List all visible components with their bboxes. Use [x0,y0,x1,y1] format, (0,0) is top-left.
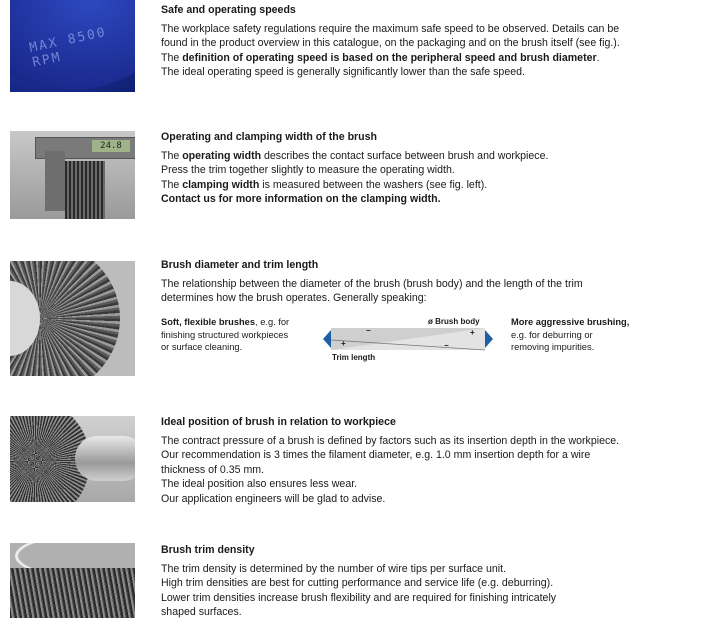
plus-sign: + [470,328,475,337]
safe-speed-brush-image [10,0,135,92]
paragraph-line: thickness of 0.35 mm. [161,463,265,476]
right-arrow-icon [485,330,493,348]
brush-speed-stamp: MAX 8500 RPM [28,24,109,71]
section-safe-speeds [161,3,701,80]
brush-body-label: ø Brush body [428,317,480,326]
brush-position-image [10,416,135,502]
aggressive-brushing-note: More aggressive brushing, e.g. for deburring or removing impurities. [511,317,630,352]
paragraph-line: The ideal operating speed is generally significantly lower than the safe speed. [161,66,525,78]
plus-sign: + [341,339,346,348]
paragraph-line: High trim densities are best for cutting performance and service life (e.g. deburring). [161,577,554,589]
paragraph-line: The definition of operating speed is based on the peripheral speed and brush diameter. [161,51,600,64]
caliper-measurement-image [10,131,135,219]
paragraph-line: Press the trim together slightly to measure the operating width. [161,164,455,176]
left-arrow-icon [323,330,331,348]
section-title: Brush diameter and trim length [161,259,319,271]
paragraph-line: shaped surfaces. [161,606,242,618]
paragraph-line: Our recommendation is 3 times the filament diameter, e.g. 1.0 mm insertion depth for a wire [161,449,591,461]
paragraph-line: determines how the brush operates. Generally speaking: [161,292,427,304]
section-title: Brush trim density [161,544,255,556]
paragraph-line: Lower trim densities increase brush flexibility and are required for finishing intricately [161,591,557,604]
section-title: Safe and operating speeds [161,4,296,16]
paragraph-line: Contact us for more information on the clamping width. [161,193,441,205]
wire-brush-diameter-image [10,261,135,376]
paragraph-line: Our application engineers will be glad to advise. [161,492,386,505]
paragraph-line: The relationship between the diameter of the brush (brush body) and the length of the trim [161,277,583,290]
section-operating-clamping-width [161,130,701,207]
paragraph-line: The contract pressure of a brush is defined by factors such as its insertion depth in the workpiece. [161,434,620,447]
paragraph-line: The trim density is determined by the number of wire tips per surface unit. [161,562,507,575]
trim-length-diagram [161,316,701,364]
section-trim-density [161,543,701,620]
paragraph-line: The workplace safety regulations require the maximum safe speed to be observed. Details can be [161,22,620,35]
section-title: Operating and clamping width of the brush [161,131,377,143]
minus-sign: − [366,326,371,335]
trim-density-image [10,543,135,618]
trim-length-label: Trim length [332,353,376,362]
paragraph-line: The operating width describes the contact surface between brush and workpiece. [161,149,549,162]
section-title: Ideal position of brush in relation to workpiece [161,416,396,428]
paragraph-line: The clamping width is measured between the washers (see fig. left). [161,178,488,191]
paragraph-line: The ideal position also ensures less wear. [161,478,358,490]
section-diameter-trim-length [161,258,701,306]
section-ideal-position [161,415,701,506]
caliper-display: 24.8 [92,140,130,152]
soft-brushes-note: Soft, flexible brushes, e.g. for finishing structured workpieces or surface cleaning. [161,317,290,352]
minus-sign: − [444,341,449,350]
paragraph-line: found in the product overview in this catalogue, on the packaging and on the brush itself (see fig.). [161,37,620,49]
